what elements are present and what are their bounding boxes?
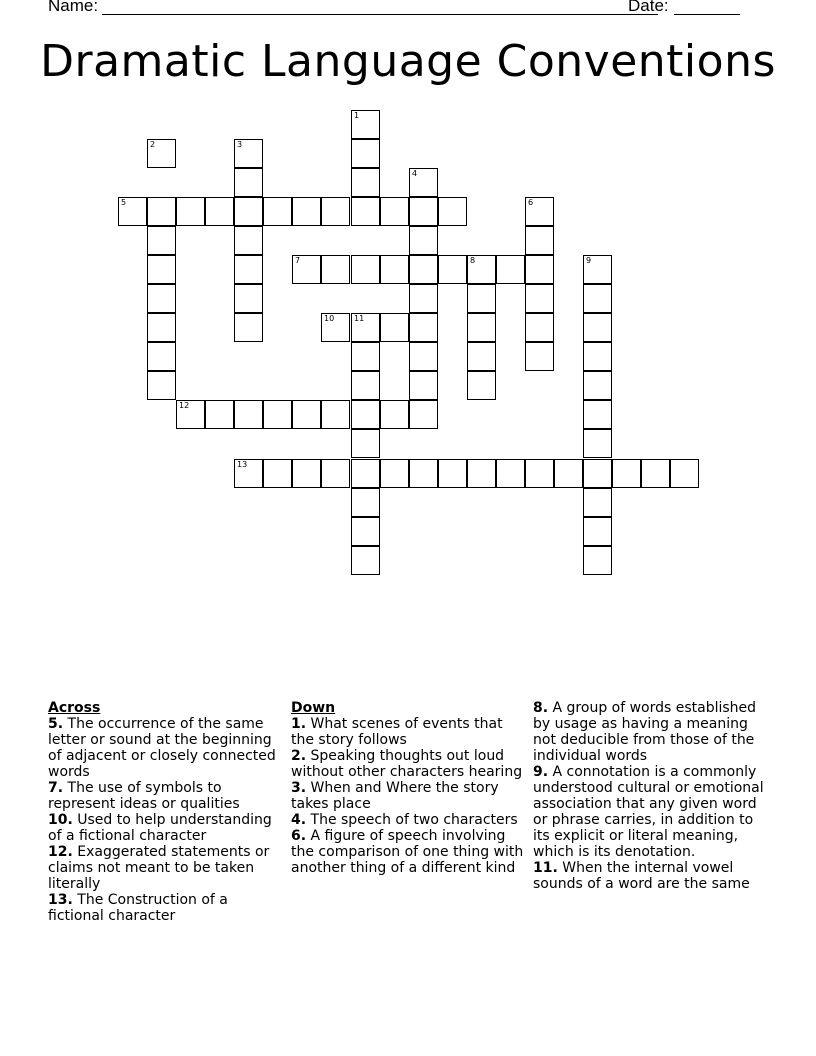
clue-item — [291, 748, 527, 780]
crossword-cell[interactable] — [467, 459, 496, 488]
crossword-cell[interactable] — [292, 400, 321, 429]
clue-text: When and Where the story takes place — [291, 780, 499, 812]
crossword-cell[interactable] — [409, 255, 438, 284]
crossword-cell[interactable] — [525, 197, 554, 226]
clue-item — [533, 700, 769, 764]
clue-number: 1. — [291, 716, 307, 732]
crossword-cell[interactable] — [438, 255, 467, 284]
crossword-cell[interactable] — [147, 371, 176, 400]
crossword-cell[interactable] — [147, 226, 176, 255]
cell-number: 4 — [412, 169, 418, 178]
across-clue-list — [48, 716, 284, 924]
date-label: Date: — [628, 0, 669, 15]
clue-number: 9. — [533, 764, 549, 780]
cell-number: 5 — [121, 198, 127, 207]
clue-text: The use of symbols to represent ideas or qualities — [48, 780, 240, 812]
crossword-cell[interactable] — [351, 168, 380, 197]
cell-number: 6 — [528, 198, 534, 207]
page-title: Dramatic Language Conventions — [40, 36, 776, 87]
clue-number: 12. — [48, 844, 73, 860]
crossword-cell[interactable] — [583, 313, 612, 342]
crossword-cell[interactable] — [583, 371, 612, 400]
crossword-cell[interactable] — [525, 342, 554, 371]
crossword-cell[interactable] — [351, 429, 380, 458]
crossword-cell[interactable] — [612, 459, 641, 488]
cell-number: 10 — [324, 314, 335, 323]
clue-text: The Construction of a fictional character — [48, 892, 228, 924]
crossword-cell[interactable] — [321, 197, 350, 226]
cell-number: 13 — [237, 460, 248, 469]
crossword-cell[interactable] — [292, 255, 321, 284]
clue-number: 6. — [291, 828, 307, 844]
clue-item — [533, 764, 769, 860]
cell-number: 1 — [354, 111, 360, 120]
crossword-cell[interactable] — [351, 342, 380, 371]
crossword-cell[interactable] — [351, 517, 380, 546]
clue-number: 2. — [291, 748, 307, 764]
crossword-cell[interactable] — [234, 284, 263, 313]
crossword-cell[interactable] — [176, 197, 205, 226]
clue-item — [48, 812, 284, 844]
crossword-cell[interactable] — [147, 342, 176, 371]
crossword-cell[interactable] — [438, 197, 467, 226]
crossword-cell[interactable] — [380, 197, 409, 226]
crossword-cell[interactable] — [118, 197, 147, 226]
crossword-cell[interactable] — [292, 197, 321, 226]
crossword-cell[interactable] — [467, 255, 496, 284]
crossword-cell[interactable] — [234, 168, 263, 197]
clue-item — [291, 716, 527, 748]
down-clues-continued — [533, 700, 769, 892]
clue-text: When the internal vowel sounds of a word are the same — [533, 860, 750, 892]
crossword-cell[interactable] — [496, 459, 525, 488]
clue-number: 5. — [48, 716, 64, 732]
crossword-cell[interactable] — [351, 371, 380, 400]
crossword-cell[interactable] — [670, 459, 699, 488]
down-clues — [291, 700, 527, 876]
crossword-cell[interactable] — [205, 197, 234, 226]
crossword-cell[interactable] — [380, 313, 409, 342]
crossword-cell[interactable] — [234, 459, 263, 488]
name-label: Name: — [48, 0, 99, 15]
crossword-cell[interactable] — [583, 546, 612, 575]
crossword-cell[interactable] — [321, 400, 350, 429]
crossword-cell[interactable] — [583, 342, 612, 371]
crossword-cell[interactable] — [234, 255, 263, 284]
down-heading: Down — [291, 700, 336, 716]
crossword-cell[interactable] — [525, 313, 554, 342]
crossword-cell[interactable] — [234, 197, 263, 226]
crossword-cell[interactable] — [409, 168, 438, 197]
crossword-cell[interactable] — [234, 139, 263, 168]
crossword-cell[interactable] — [525, 226, 554, 255]
crossword-cell[interactable] — [380, 255, 409, 284]
crossword-cell[interactable] — [496, 255, 525, 284]
crossword-cell[interactable] — [351, 139, 380, 168]
crossword-cell[interactable] — [583, 488, 612, 517]
clue-item — [48, 844, 284, 892]
crossword-cell[interactable] — [583, 517, 612, 546]
crossword-cell[interactable] — [234, 313, 263, 342]
crossword-cell[interactable] — [583, 284, 612, 313]
crossword-cell[interactable] — [263, 459, 292, 488]
down-clue-list — [291, 716, 527, 876]
crossword-cell[interactable] — [409, 342, 438, 371]
crossword-cell[interactable] — [147, 139, 176, 168]
crossword-cell[interactable] — [467, 342, 496, 371]
crossword-cell[interactable] — [147, 284, 176, 313]
clue-text: What scenes of events that the story follows — [291, 716, 503, 748]
cell-number: 9 — [586, 256, 592, 265]
crossword-cell[interactable] — [147, 313, 176, 342]
crossword-cell[interactable] — [409, 226, 438, 255]
cell-number: 8 — [470, 256, 476, 265]
crossword-cell[interactable] — [583, 255, 612, 284]
clue-item — [291, 780, 527, 812]
clue-text: Exaggerated statements or claims not meant to be taken literally — [48, 844, 270, 892]
clue-number: 11. — [533, 860, 558, 876]
clue-text: The speech of two characters — [306, 812, 518, 828]
clue-item — [291, 828, 527, 876]
crossword-cell[interactable] — [583, 459, 612, 488]
cell-number: 12 — [179, 401, 190, 410]
clue-text: Used to help understanding of a fictional character — [48, 812, 272, 844]
crossword-cell[interactable] — [438, 459, 467, 488]
crossword-cell[interactable] — [351, 255, 380, 284]
clue-text: A connotation is a commonly understood cultural or emotional association that any given word or phrase carries, in addition to its explicit or literal meaning, which is its denotation. — [533, 764, 764, 860]
crossword-cell[interactable] — [351, 400, 380, 429]
crossword-cell[interactable] — [380, 459, 409, 488]
crossword-cell[interactable] — [351, 459, 380, 488]
clue-item — [291, 812, 527, 828]
clue-text: The occurrence of the same letter or sound at the beginning of adjacent or closely connected words — [48, 716, 276, 780]
crossword-cell[interactable] — [351, 488, 380, 517]
crossword-cell[interactable] — [176, 400, 205, 429]
across-clues — [48, 700, 284, 924]
crossword-cell[interactable] — [525, 255, 554, 284]
crossword-cell[interactable] — [525, 459, 554, 488]
crossword-cell[interactable] — [292, 459, 321, 488]
clue-item — [533, 860, 769, 892]
clue-text: A group of words established by usage as having a meaning not deducible from those of the individual words — [533, 700, 757, 764]
across-heading: Across — [48, 700, 101, 716]
clue-number: 10. — [48, 812, 73, 828]
crossword-cell[interactable] — [147, 197, 176, 226]
crossword-cell[interactable] — [467, 371, 496, 400]
clue-number: 3. — [291, 780, 307, 796]
crossword-cell[interactable] — [321, 459, 350, 488]
crossword-cell[interactable] — [351, 197, 380, 226]
crossword-cell[interactable] — [321, 313, 350, 342]
crossword-cell[interactable] — [409, 284, 438, 313]
down-clue-list-continued — [533, 700, 769, 892]
crossword-cell[interactable] — [525, 284, 554, 313]
crossword-cell[interactable] — [409, 459, 438, 488]
crossword-cell[interactable] — [583, 429, 612, 458]
crossword-cell[interactable] — [263, 400, 292, 429]
clue-number: 8. — [533, 700, 549, 716]
clue-text: A figure of speech involving the comparison of one thing with another thing of a different kind — [291, 828, 524, 876]
clue-number: 7. — [48, 780, 64, 796]
crossword-cell[interactable] — [351, 313, 380, 342]
crossword-cell[interactable] — [583, 400, 612, 429]
crossword-cell[interactable] — [641, 459, 670, 488]
cell-number: 2 — [150, 140, 156, 149]
cell-number: 11 — [354, 314, 365, 323]
cell-number: 7 — [295, 256, 301, 265]
crossword-cell[interactable] — [321, 255, 350, 284]
crossword-cell[interactable] — [467, 284, 496, 313]
crossword-cell[interactable] — [234, 226, 263, 255]
crossword-cell[interactable] — [263, 197, 292, 226]
clue-item — [48, 716, 284, 780]
crossword-cell[interactable] — [409, 400, 438, 429]
clue-number: 13. — [48, 892, 73, 908]
clue-text: Speaking thoughts out loud without other characters hearing — [291, 748, 523, 780]
crossword-cell[interactable] — [147, 255, 176, 284]
crossword-cell[interactable] — [409, 313, 438, 342]
clue-item — [48, 892, 284, 924]
crossword-cell[interactable] — [351, 110, 380, 139]
crossword-cell[interactable] — [380, 400, 409, 429]
crossword-cell[interactable] — [351, 546, 380, 575]
clue-item — [48, 780, 284, 812]
crossword-cell[interactable] — [554, 459, 583, 488]
crossword-cell[interactable] — [467, 313, 496, 342]
clue-number: 4. — [291, 812, 307, 828]
crossword-cell[interactable] — [409, 371, 438, 400]
cell-number: 3 — [237, 140, 243, 149]
crossword-cell[interactable] — [205, 400, 234, 429]
crossword-cell[interactable] — [409, 197, 438, 226]
crossword-cell[interactable] — [234, 400, 263, 429]
